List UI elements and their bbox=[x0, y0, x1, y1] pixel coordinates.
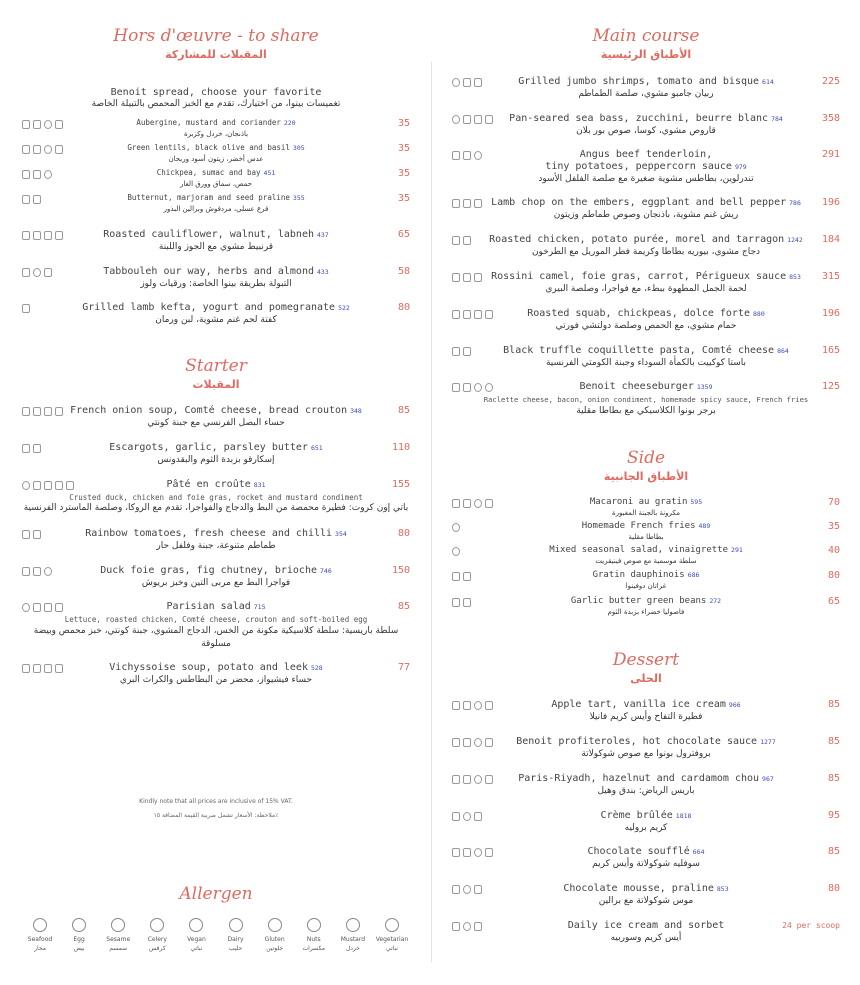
item-name: Grilled lamb kefta, yogurt and pomegranate bbox=[82, 302, 336, 313]
item-price: 80 bbox=[827, 883, 840, 894]
item-name: Paris-Riyadh, hazelnut and cardamom chou bbox=[518, 773, 760, 784]
item-price: 70 bbox=[827, 497, 840, 508]
item-name: Escargots, garlic, parsley butter bbox=[109, 442, 308, 453]
item-name: Benoit profiteroles, hot chocolate sauce bbox=[516, 736, 758, 747]
legend-item bbox=[296, 918, 332, 952]
milk-icon bbox=[229, 918, 243, 932]
item-name-ar: لحمة الجمل المطهوة ببطء، مع فواجرا، وصلصة البيري bbox=[545, 284, 747, 294]
leaf-icon bbox=[189, 918, 203, 932]
item-name: Pan-seared sea bass, zucchini, beurre blanc bbox=[509, 113, 769, 124]
item-price: 358 bbox=[821, 113, 840, 124]
item-price: 40 bbox=[827, 545, 840, 556]
sesame-icon bbox=[111, 918, 125, 932]
item-name-ar: حمص، سماق وورق الغار bbox=[180, 180, 252, 188]
dessert-title-ar: الحلى bbox=[630, 672, 662, 685]
item-name: Macaroni au gratin bbox=[589, 497, 688, 507]
item-code: 437 bbox=[316, 231, 329, 239]
item-name-ar: حمام مشوي، مع الحمص وصلصة دولتشي فورتي bbox=[555, 321, 737, 331]
item-name: Roasted cauliflower, walnut, labneh bbox=[103, 229, 314, 240]
item-code: 864 bbox=[777, 347, 789, 355]
item-code: 291 bbox=[731, 546, 743, 554]
hors-intro-ar: تغميسات بينوا، من اختيارك، تقدم مع الخبز المحمص بالتبيلة الخاصة bbox=[91, 99, 341, 109]
item-code: 1818 bbox=[675, 812, 692, 820]
dessert-title: Dessert bbox=[612, 650, 680, 670]
item-price: 85 bbox=[827, 773, 840, 784]
legend-label: Vegan bbox=[187, 936, 206, 943]
legend-label: Gluten bbox=[264, 936, 285, 943]
item-description: Crusted duck, chicken and foie gras, rocket and mustard condiment bbox=[69, 493, 363, 502]
item-name-ar: كريم بروليه bbox=[624, 823, 668, 833]
main-title-ar: الأطباق الرئيسية bbox=[600, 48, 692, 61]
item-name-ar: غراتان دوفينوا bbox=[625, 582, 667, 590]
item-name-ar: إسكارقو بزبدة الثوم والبقدونس bbox=[157, 455, 275, 465]
legend-label-ar: جلوتين bbox=[266, 945, 284, 952]
item-code: 786 bbox=[789, 199, 801, 207]
item-code: 746 bbox=[320, 567, 332, 575]
item-price: 165 bbox=[821, 345, 840, 356]
hors-title: Hors d'œuvre - to share bbox=[113, 26, 319, 46]
item-price: 85 bbox=[397, 405, 410, 416]
item-price: 125 bbox=[821, 381, 840, 392]
celery-icon bbox=[150, 918, 164, 932]
item-name: Garlic butter green beans bbox=[570, 596, 707, 606]
vegetarian-icon bbox=[385, 918, 399, 932]
item-name-ar: تندرلوين، بطاطس مشوية صغيرة مع صلصة الفلفل الأسود bbox=[538, 174, 754, 184]
item-name: Chocolate mousse, praline bbox=[563, 883, 714, 894]
item-name-ar: فطيرة التفاح وأيس كريم فانيلا bbox=[589, 712, 703, 722]
legend-label-ar: بيض bbox=[73, 945, 85, 952]
legend-label-ar: سمسم bbox=[109, 945, 128, 952]
legend-item bbox=[139, 918, 175, 952]
allergen-title: Allergen bbox=[179, 884, 253, 904]
legend-label-ar: مكسرات bbox=[302, 945, 326, 952]
legend-label: Celery bbox=[147, 936, 167, 943]
item-price: 65 bbox=[397, 229, 410, 240]
item-code: 966 bbox=[728, 701, 741, 709]
item-name: Tabbouleh our way, herbs and almond bbox=[103, 266, 314, 277]
item-name: Duck foie gras, fig chutney, brioche bbox=[100, 565, 317, 576]
hors-intro: Benoit spread, choose your favorite bbox=[110, 87, 322, 98]
item-code: 348 bbox=[350, 407, 362, 415]
item-code: 305 bbox=[292, 144, 305, 152]
item-code: 522 bbox=[338, 304, 350, 312]
item-name: Daily ice cream and sorbet bbox=[567, 920, 725, 931]
item-name-ar: موس شوكولاتة مع برالين bbox=[598, 896, 694, 906]
item-code: 355 bbox=[292, 194, 305, 202]
item-name: Parisian salad bbox=[166, 601, 251, 612]
item-price: 24 per scoop bbox=[782, 921, 840, 930]
item-price: 85 bbox=[827, 736, 840, 747]
item-name-ar: سلطة موسمية مع صوص فينيقريت bbox=[595, 557, 697, 565]
item-price: 58 bbox=[397, 266, 410, 277]
legend-label: Sesame bbox=[106, 936, 131, 943]
legend-label-ar: نباتي bbox=[385, 945, 398, 952]
legend-item bbox=[218, 918, 254, 952]
item-code: 880 bbox=[753, 310, 765, 318]
item-code: 1359 bbox=[696, 383, 713, 391]
item-code: 979 bbox=[734, 163, 747, 171]
legend-item bbox=[22, 918, 58, 952]
item-name-ar: بروفترول بونوا مع صوص شوكولاتة bbox=[581, 749, 711, 759]
item-price: 85 bbox=[827, 699, 840, 710]
legend-label: Dairy bbox=[227, 936, 244, 943]
allergen-legend bbox=[22, 918, 410, 952]
item-code: 967 bbox=[762, 775, 774, 783]
item-name-ar: باذنجان، خردل وكزبرة bbox=[183, 130, 249, 138]
item-code: 651 bbox=[310, 444, 323, 452]
legend-label-ar: خردل bbox=[345, 945, 360, 952]
item-name: Butternut, marjoram and seed praline bbox=[127, 193, 290, 202]
side-title-ar: الأطباق الجانبية bbox=[603, 470, 689, 483]
item-code: 433 bbox=[316, 268, 329, 276]
item-code: 853 bbox=[789, 273, 801, 281]
item-price: 196 bbox=[821, 197, 840, 208]
item-name: Chickpea, sumac and bay bbox=[156, 168, 261, 177]
legend-label-ar: حليب bbox=[228, 945, 243, 952]
item-code: 489 bbox=[698, 522, 711, 530]
item-price: 35 bbox=[397, 193, 410, 204]
item-name: Aubergine, mustard and coriander bbox=[136, 118, 281, 127]
item-price: 35 bbox=[827, 521, 840, 532]
legend-item bbox=[61, 918, 97, 952]
item-code: 451 bbox=[263, 169, 276, 177]
legend-label: Mustard bbox=[340, 936, 366, 943]
main-title: Main course bbox=[592, 26, 700, 46]
item-price: 155 bbox=[391, 479, 410, 490]
item-name-ar: فاصوليا خضراء بزبدة الثوم bbox=[607, 608, 685, 616]
item-name: Grilled jumbo shrimps, tomato and bisque bbox=[518, 76, 760, 87]
item-name: Gratin dauphinois bbox=[592, 570, 685, 580]
item-code: 354 bbox=[335, 530, 347, 538]
item-name-ar: برجر بونوا الكلاسيكي مع بطاطا مقلية bbox=[576, 406, 716, 416]
item-price: 315 bbox=[821, 271, 840, 282]
item-name-ar: سلطة باريسية: سلطة كلاسيكية مكونة من الخس، الدجاج المشوي، جبنة كونتي، خبز محمص وبيضة مسلوقة bbox=[33, 626, 399, 649]
item-price: 85 bbox=[397, 601, 410, 612]
item-name-ar: باستا كوكييت بالكمأة السوداء وجبنة الكومتي الفرنسية bbox=[545, 358, 747, 368]
item-name: Roasted chicken, potato purée, morel and tarragon bbox=[489, 234, 785, 245]
item-name-ar: بطاطا مقلية bbox=[628, 533, 664, 541]
item-code: 831 bbox=[253, 481, 266, 489]
legend-label: Vegetarian bbox=[375, 936, 409, 943]
item-name-ar: طماطم متنوعة، جبنة وفلفل حار bbox=[156, 541, 276, 551]
item-price: 80 bbox=[827, 570, 840, 581]
item-name: Apple tart, vanilla ice cream bbox=[551, 699, 726, 710]
item-name-ar: قاروص مشوي، كوسا، صوص بور بلان bbox=[576, 126, 716, 136]
item-name: French onion soup, Comté cheese, bread crouton bbox=[70, 405, 348, 416]
item-code: 1242 bbox=[787, 236, 803, 244]
item-code: 715 bbox=[253, 603, 266, 611]
item-name: Rainbow tomatoes, fresh cheese and chilli bbox=[85, 528, 333, 539]
item-name-ar: ريش غنم مشوية، باذنجان وصوص طماطم وزيتون bbox=[553, 210, 739, 220]
item-name-ar: دجاج مشوي، بيوريه بطاطا وكريمة فطر الموريل مع الطرخون bbox=[531, 247, 761, 257]
item-price: 80 bbox=[397, 302, 410, 313]
item-code: 614 bbox=[762, 78, 774, 86]
hors-title-ar: المقبلات للمشاركة bbox=[165, 48, 267, 61]
item-name: Black truffle coquillette pasta, Comté cheese bbox=[503, 345, 775, 356]
item-name-ar: كفتة لحم غنم مشوية، لبن ورمان bbox=[155, 315, 277, 325]
item-name-ar: مكرونة بالجبنة المغبورة bbox=[612, 509, 680, 517]
item-name: Green lentils, black olive and basil bbox=[127, 143, 290, 152]
item-name-ar: قرنبيط مشوي مع الجوز واللبنة bbox=[158, 242, 274, 252]
nut-icon bbox=[307, 918, 321, 932]
item-name: Homemade French fries bbox=[581, 521, 696, 531]
item-price: 35 bbox=[397, 168, 410, 179]
legend-item bbox=[100, 918, 136, 952]
egg-icon bbox=[72, 918, 86, 932]
legend-label-ar: محار bbox=[34, 945, 46, 952]
item-code: 853 bbox=[716, 885, 729, 893]
item-name: Angus beef tenderloin, bbox=[579, 149, 713, 160]
wheat-icon bbox=[268, 918, 282, 932]
item-name-ar: أيس كريم وسوربيه bbox=[610, 933, 682, 943]
item-name: Lamb chop on the embers, eggplant and bell pepper bbox=[491, 197, 787, 208]
item-description: Raclette cheese, bacon, onion condiment, homemade spicy sauce, French fries bbox=[483, 395, 809, 404]
item-price: 150 bbox=[391, 565, 410, 576]
item-price: 65 bbox=[827, 596, 840, 607]
legend-label: Seafood bbox=[27, 936, 53, 943]
item-price: 184 bbox=[821, 234, 840, 245]
item-price: 80 bbox=[397, 528, 410, 539]
legend-item bbox=[178, 918, 214, 952]
starter-title: Starter bbox=[185, 356, 247, 376]
item-code: 686 bbox=[687, 571, 700, 579]
item-name-line2: tiny potatoes, peppercorn sauce bbox=[545, 161, 732, 172]
item-name: Pâté en croûte bbox=[166, 479, 251, 490]
item-price: 35 bbox=[397, 118, 410, 129]
starter-title-ar: المقبلات bbox=[192, 378, 240, 391]
item-name: Chocolate soufflé bbox=[587, 846, 690, 857]
item-price: 225 bbox=[821, 76, 840, 87]
item-price: 95 bbox=[827, 810, 840, 821]
item-name-ar: حساء فيشيواز، محضر من البطاطس والكراث البري bbox=[119, 675, 313, 685]
item-name: Mixed seasonal salad, vinaigrette bbox=[549, 545, 729, 555]
item-name: Crème brûlée bbox=[600, 810, 673, 821]
item-code: 220 bbox=[283, 119, 296, 127]
item-price: 35 bbox=[397, 143, 410, 154]
item-code: 595 bbox=[690, 498, 703, 506]
legend-label-ar: نباتي bbox=[190, 945, 203, 952]
side-title: Side bbox=[626, 448, 666, 468]
item-name: Vichyssoise soup, potato and leek bbox=[109, 662, 308, 673]
item-name: Benoit cheeseburger bbox=[579, 381, 694, 392]
mustard-icon bbox=[346, 918, 360, 932]
item-price: 110 bbox=[391, 442, 410, 453]
column-divider bbox=[431, 62, 432, 962]
vat-note-ar: ملاحظة: الأسعار تشمل ضريبة القيمة المضافة ١٥٪ bbox=[153, 812, 279, 819]
legend-item bbox=[257, 918, 293, 952]
item-name-ar: عدس أخضر، زيتون أسود وريحان bbox=[168, 155, 264, 163]
legend-item bbox=[374, 918, 410, 952]
item-price: 77 bbox=[397, 662, 410, 673]
item-name: Rossini camel, foie gras, carrot, Périgueux sauce bbox=[491, 271, 787, 282]
item-name-ar: باريس الرياض: بندق وهيل bbox=[597, 786, 695, 796]
item-code: 664 bbox=[692, 848, 705, 856]
item-price: 291 bbox=[821, 149, 840, 160]
item-name-ar: فواجرا البط مع مربى التين وخبز بريوش bbox=[141, 578, 291, 588]
vat-note: Kindly note that all prices are inclusive of 15% VAT. bbox=[139, 798, 293, 805]
item-price: 196 bbox=[821, 308, 840, 319]
item-price: 85 bbox=[827, 846, 840, 857]
item-name-ar: التبولة بطريقة بينوا الخاصة: ورقيات ولوز bbox=[140, 279, 292, 289]
item-name: Roasted squab, chickpeas, dolce forte bbox=[527, 308, 750, 319]
fish-icon bbox=[33, 918, 47, 932]
item-name-ar: قرع عسلي، مردقوش وبرالين البذور bbox=[163, 205, 269, 213]
item-name-ar: باتي إون كروت: فطيرة محمصة من البط والدجاج والفواجرا، تقدم مع الروكا، وصلصة الماسترد الفرنسية bbox=[23, 503, 409, 513]
item-name-ar: ربيان جامبو مشوي، صلصة الطماطم bbox=[578, 89, 714, 99]
item-name-ar: حساء البصل الفرنسي مع جبنة كونتي bbox=[147, 418, 285, 428]
item-code: 1277 bbox=[760, 738, 776, 746]
item-name-ar: سوفليه شوكولاتة وأيس كريم bbox=[592, 859, 700, 869]
legend-label: Egg bbox=[73, 936, 85, 943]
item-description: Lettuce, roasted chicken, Comté cheese, crouton and soft-boiled egg bbox=[64, 615, 368, 624]
item-code: 784 bbox=[771, 115, 783, 123]
item-code: 528 bbox=[310, 664, 323, 672]
item-code: 272 bbox=[709, 597, 722, 605]
legend-label: Nuts bbox=[306, 936, 321, 943]
legend-item bbox=[335, 918, 371, 952]
legend-label-ar: كرفس bbox=[148, 945, 166, 952]
